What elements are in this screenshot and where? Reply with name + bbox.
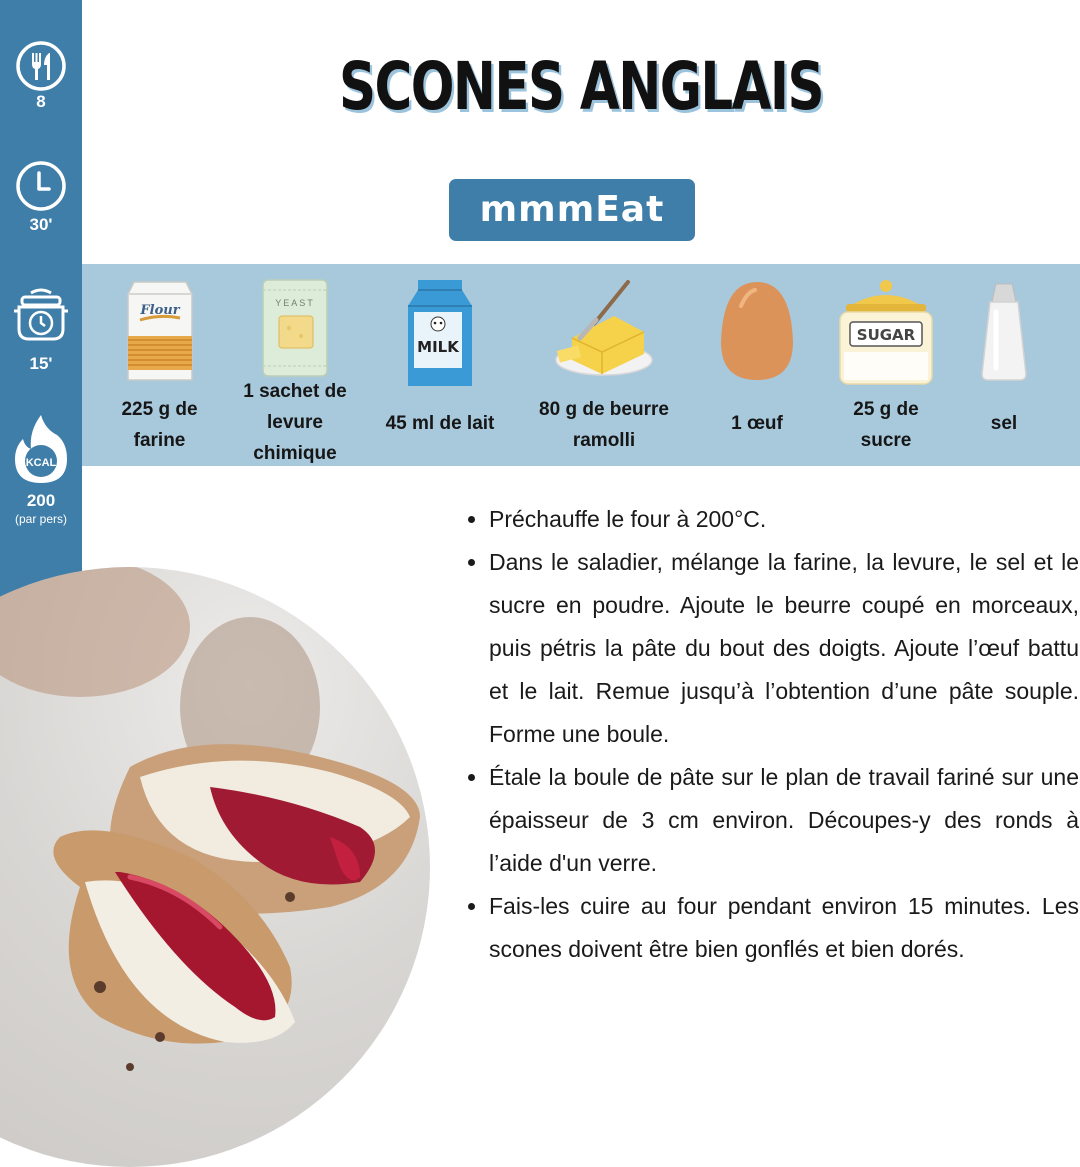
ingredient-item	[702, 264, 812, 466]
step-item: • Préchauffe le four à 200°C.	[489, 498, 1079, 541]
ingredient-label: 45 ml de lait	[385, 413, 495, 434]
clock-icon	[15, 160, 67, 212]
cooking-pot-icon	[9, 283, 73, 347]
ingredient-item	[954, 264, 1054, 466]
recipe-stats-sidebar	[0, 0, 82, 615]
cook-time-value: 15'	[29, 354, 53, 373]
ingredient-item	[830, 264, 942, 466]
fork-knife-icon	[15, 40, 67, 92]
calories-stat	[0, 413, 82, 526]
cook-time-stat	[0, 283, 82, 374]
scones-illustration	[0, 567, 430, 1167]
ingredient-label: 1 œuf	[731, 413, 783, 434]
recipe-steps	[466, 498, 1079, 971]
ingredient-label: 225 g de farine	[121, 399, 198, 451]
prep-time-stat	[0, 160, 82, 235]
step-item: • Étale la boule de pâte sur le plan de travail fariné sur une épaisseur de 3 cm environ. Découpes-y des ronds à l’aide d'un verre.	[489, 756, 1079, 885]
kcal-flame-icon	[9, 413, 73, 487]
brand-logo: mmmEat	[449, 179, 695, 241]
ingredient-label: 1 sachet de levure chimique	[243, 381, 347, 464]
calories-value: 200	[26, 491, 56, 510]
svg-text:MILK: MILK	[417, 338, 459, 356]
svg-text:Flour: Flour	[139, 303, 180, 318]
sugar-jar-icon	[836, 276, 936, 388]
step-item: • Dans le saladier, mélange la farine, la levure, le sel et le sucre en poudre. Ajoute le beurre coupé en morceaux, puis pétris la pâte du bout des doigts. Ajoute l’œuf battu et le lait. Remue jusqu’à l’obtention d’une pâte souple. Forme une boule.	[489, 541, 1079, 756]
svg-text:KCAL: KCAL	[25, 457, 57, 469]
servings-value: 8	[36, 92, 46, 111]
ingredient-item	[102, 264, 217, 466]
prep-time-value: 30'	[29, 215, 53, 234]
ingredient-label: sel	[990, 413, 1018, 434]
ingredient-label: 25 g de sucre	[853, 399, 919, 451]
ingredient-item	[520, 264, 688, 466]
svg-text:SUGAR: SUGAR	[856, 326, 916, 344]
butter-icon	[550, 276, 658, 380]
salt-shaker-icon	[978, 276, 1030, 384]
scones-photo	[0, 567, 430, 1167]
egg-icon	[717, 276, 797, 384]
milk-carton-icon	[406, 276, 474, 388]
flour-bag-icon	[120, 276, 200, 384]
recipe-title: SCONES ANGLAIS	[338, 48, 824, 125]
ingredient-item	[229, 264, 361, 466]
yeast-packet-icon	[259, 276, 331, 380]
ingredient-label: 80 g de beurre ramolli	[539, 399, 669, 451]
svg-text:YEAST: YEAST	[275, 298, 315, 308]
ingredient-item	[370, 264, 510, 466]
calories-unit: (par pers)	[14, 512, 67, 526]
ingredients-band	[82, 264, 1080, 466]
step-item: • Fais-les cuire au four pendant environ 15 minutes. Les scones doivent être bien gonflés et bien dorés.	[489, 885, 1079, 971]
servings-stat	[0, 40, 82, 112]
